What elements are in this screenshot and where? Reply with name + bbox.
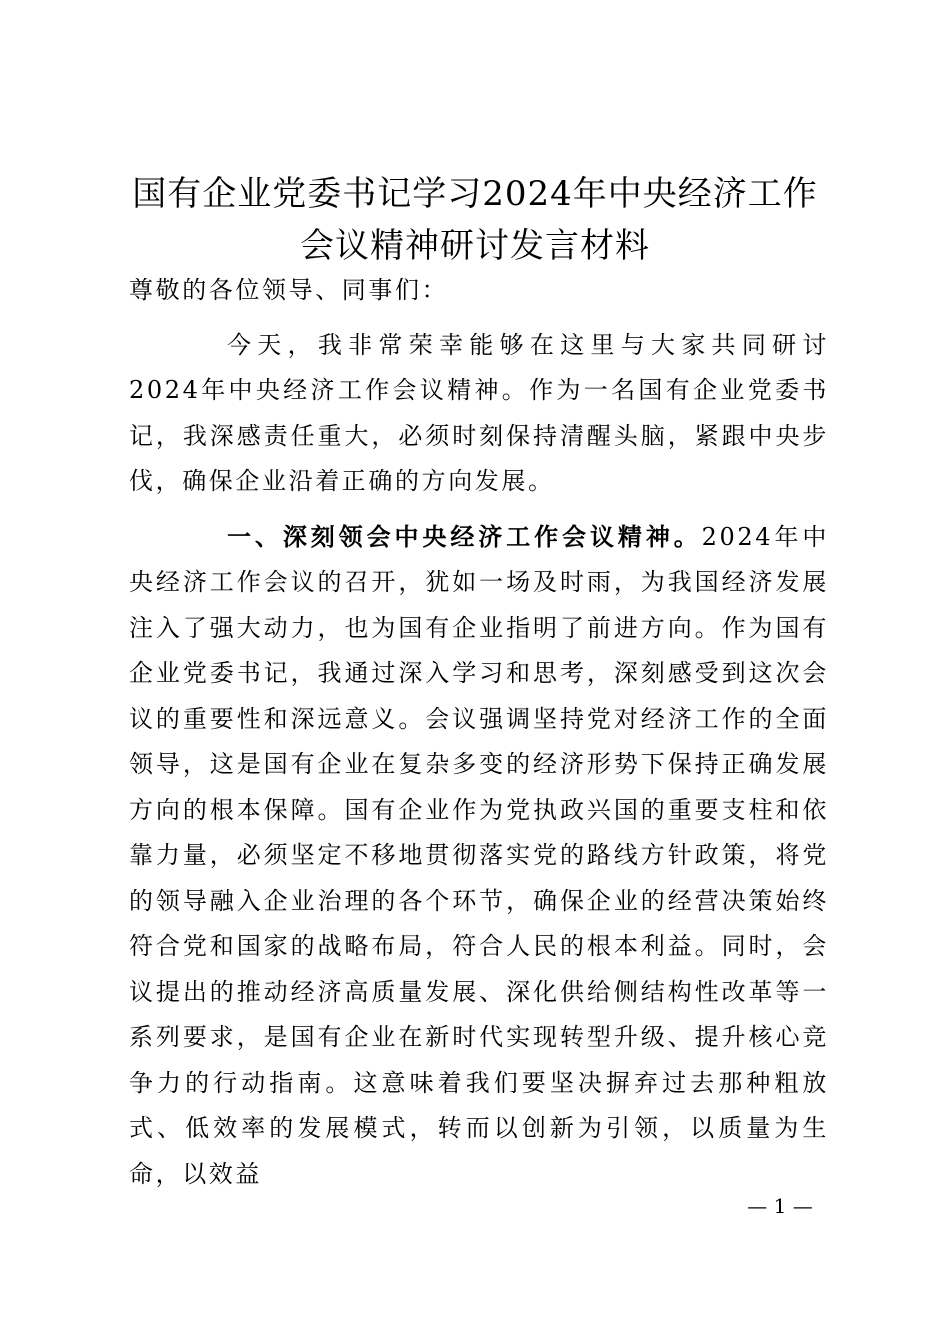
section-1-paragraph [129,514,829,1198]
title-line-2: 会议精神研讨发言材料 [300,226,650,266]
intro-paragraph: 今天，我非常荣幸能够在这里与大家共同研讨2024年中央经济工作会议精神。作为一名国有企业党委书记，我深感责任重大，必须时刻保持清醒头脑，紧跟中央步伐，确保企业沿着正确的方向发展。 [129,330,829,495]
page-number: — 1 — [747,1194,813,1218]
salutation: 尊敬的各位领导、同事们： [129,276,449,304]
section-1-heading: 一、深刻领会中央经济工作会议精神。 [227,521,702,551]
section-1-text: 2024年中央经济工作会议的召开，犹如一场及时雨，为我国经济发展注入了强大动力，也为国有企业指明了前进方向。作为国有企业党委书记，我通过深入学习和思考，深刻感受到这次会议的重要性和深远意义。会议强调坚持党对经济工作的全面领导，这是国有企业在复杂多变的经济形势下保持正确发展方向的根本保障。国有企业作为党执政兴国的重要支柱和依靠力量，必须坚定不移地贯彻落实党的路线方针政策，将党的领导融入企业治理的各个环节，确保企业的经营决策始终符合党和国家的战略布局，符合人民的根本利益。同时，会议提出的推动经济高质量发展、深化供给侧结构性改革等一系列要求，是国有企业在新时代实现转型升级、提升核心竞争力的行动指南。这意味着我们要坚决摒弃过去那种粗放式、低效率的发展模式，转而以创新为引领，以质量为生命，以效益 [129,522,829,1188]
title-line-1: 国有企业党委书记学习2024年中央经济工作 [132,174,818,214]
document-body [129,268,829,1197]
document-title [120,168,830,272]
